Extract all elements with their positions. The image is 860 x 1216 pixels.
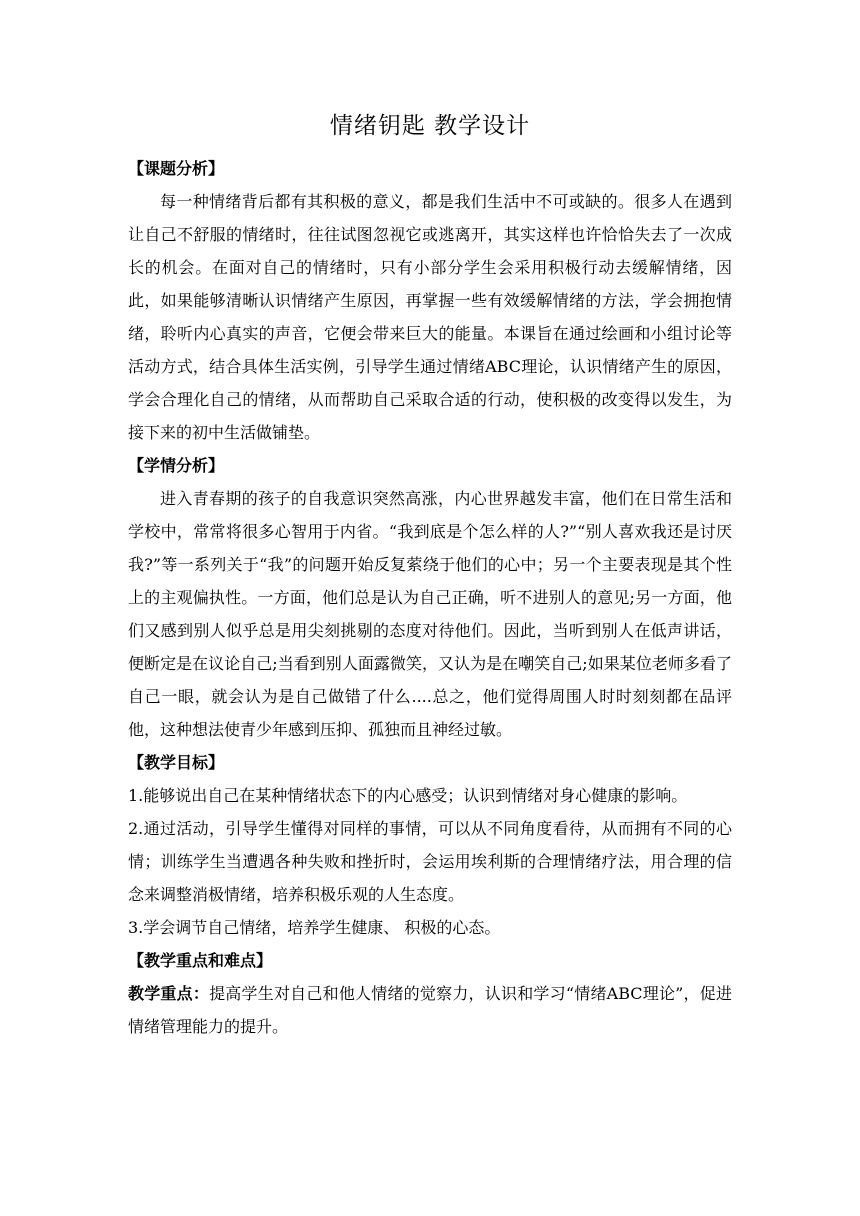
section-heading-student-analysis: 【学情分析】 bbox=[128, 456, 225, 475]
teaching-goal-item-3: 3.学会调节自己情绪，培养学生健康、 积极的心态。 bbox=[128, 918, 501, 937]
document-title: 情绪钥匙 教学设计 bbox=[329, 113, 531, 139]
section-heading-key-difficult-points: 【教学重点和难点】 bbox=[128, 951, 273, 970]
key-point-text: 提高学生对自己和他人情绪的觉察力，认识和学习“情绪ABC理论”，促进情绪管理能力的提升。 bbox=[128, 984, 732, 1036]
section-heading-teaching-goals: 【教学目标】 bbox=[128, 753, 225, 772]
document-page bbox=[128, 108, 732, 1043]
topic-analysis-paragraph: 每一种情绪背后都有其积极的意义，都是我们生活中不可或缺的。很多人在遇到让自己不舒服的情绪时，往往试图忽视它或逃离开，其实这样也许恰恰失去了一次成长的机会。在面对自己的情绪时，只有小部分学生会采用积极行动去缓解情绪，因此，如果能够清晰认识情绪产生原因，再掌握一些有效缓解情绪的方法，学会拥抱情绪，聆听内心真实的声音，它便会带来巨大的能量。本课旨在通过绘画和小组讨论等活动方式，结合具体生活实例，引导学生通过情绪ABC理论，认识情绪产生的原因，学会合理化自己的情绪，从而帮助自己采取合适的行动，使积极的改变得以发生，为接下来的初中生活做铺垫。 bbox=[128, 192, 732, 442]
key-point-paragraph bbox=[128, 977, 732, 1043]
key-point-label: 教学重点： bbox=[128, 984, 210, 1003]
teaching-goal-item-2: 2.通过活动，引导学生懂得对同样的事情，可以从不同角度看待，从而拥有不同的心情；训练学生当遭遇各种失败和挫折时，会运用埃利斯的合理情绪疗法，用合理的信念来调整消极情绪，培养积极乐观的人生态度。 bbox=[128, 819, 732, 904]
student-analysis-paragraph: 进入青春期的孩子的自我意识突然高涨，内心世界越发丰富，他们在日常生活和学校中，常常将很多心智用于内省。“我到底是个怎么样的人?”“别人喜欢我还是讨厌我?”等一系列关于“我”的问题开始反复萦绕于他们的心中；另一个主要表现是其个性上的主观偏执性。一方面，他们总是认为自己正确，听不进别人的意见;另一方面，他们又感到别人似乎总是用尖刻挑剔的态度对待他们。因此，当听到别人在低声讲话，便断定是在议论自己;当看到别人面露微笑，又认为是在嘲笑自己;如果某位老师多看了自己一眼，就会认为是自己做错了什么....总之，他们觉得周围人时时刻刻都在品评他，这种想法使青少年感到压抑、孤独而且神经过敏。 bbox=[128, 489, 732, 739]
teaching-goal-item-1: 1.能够说出自己在某种情绪状态下的内心感受；认识到情绪对身心健康的影响。 bbox=[128, 786, 688, 805]
section-heading-topic-analysis: 【课题分析】 bbox=[128, 159, 225, 178]
